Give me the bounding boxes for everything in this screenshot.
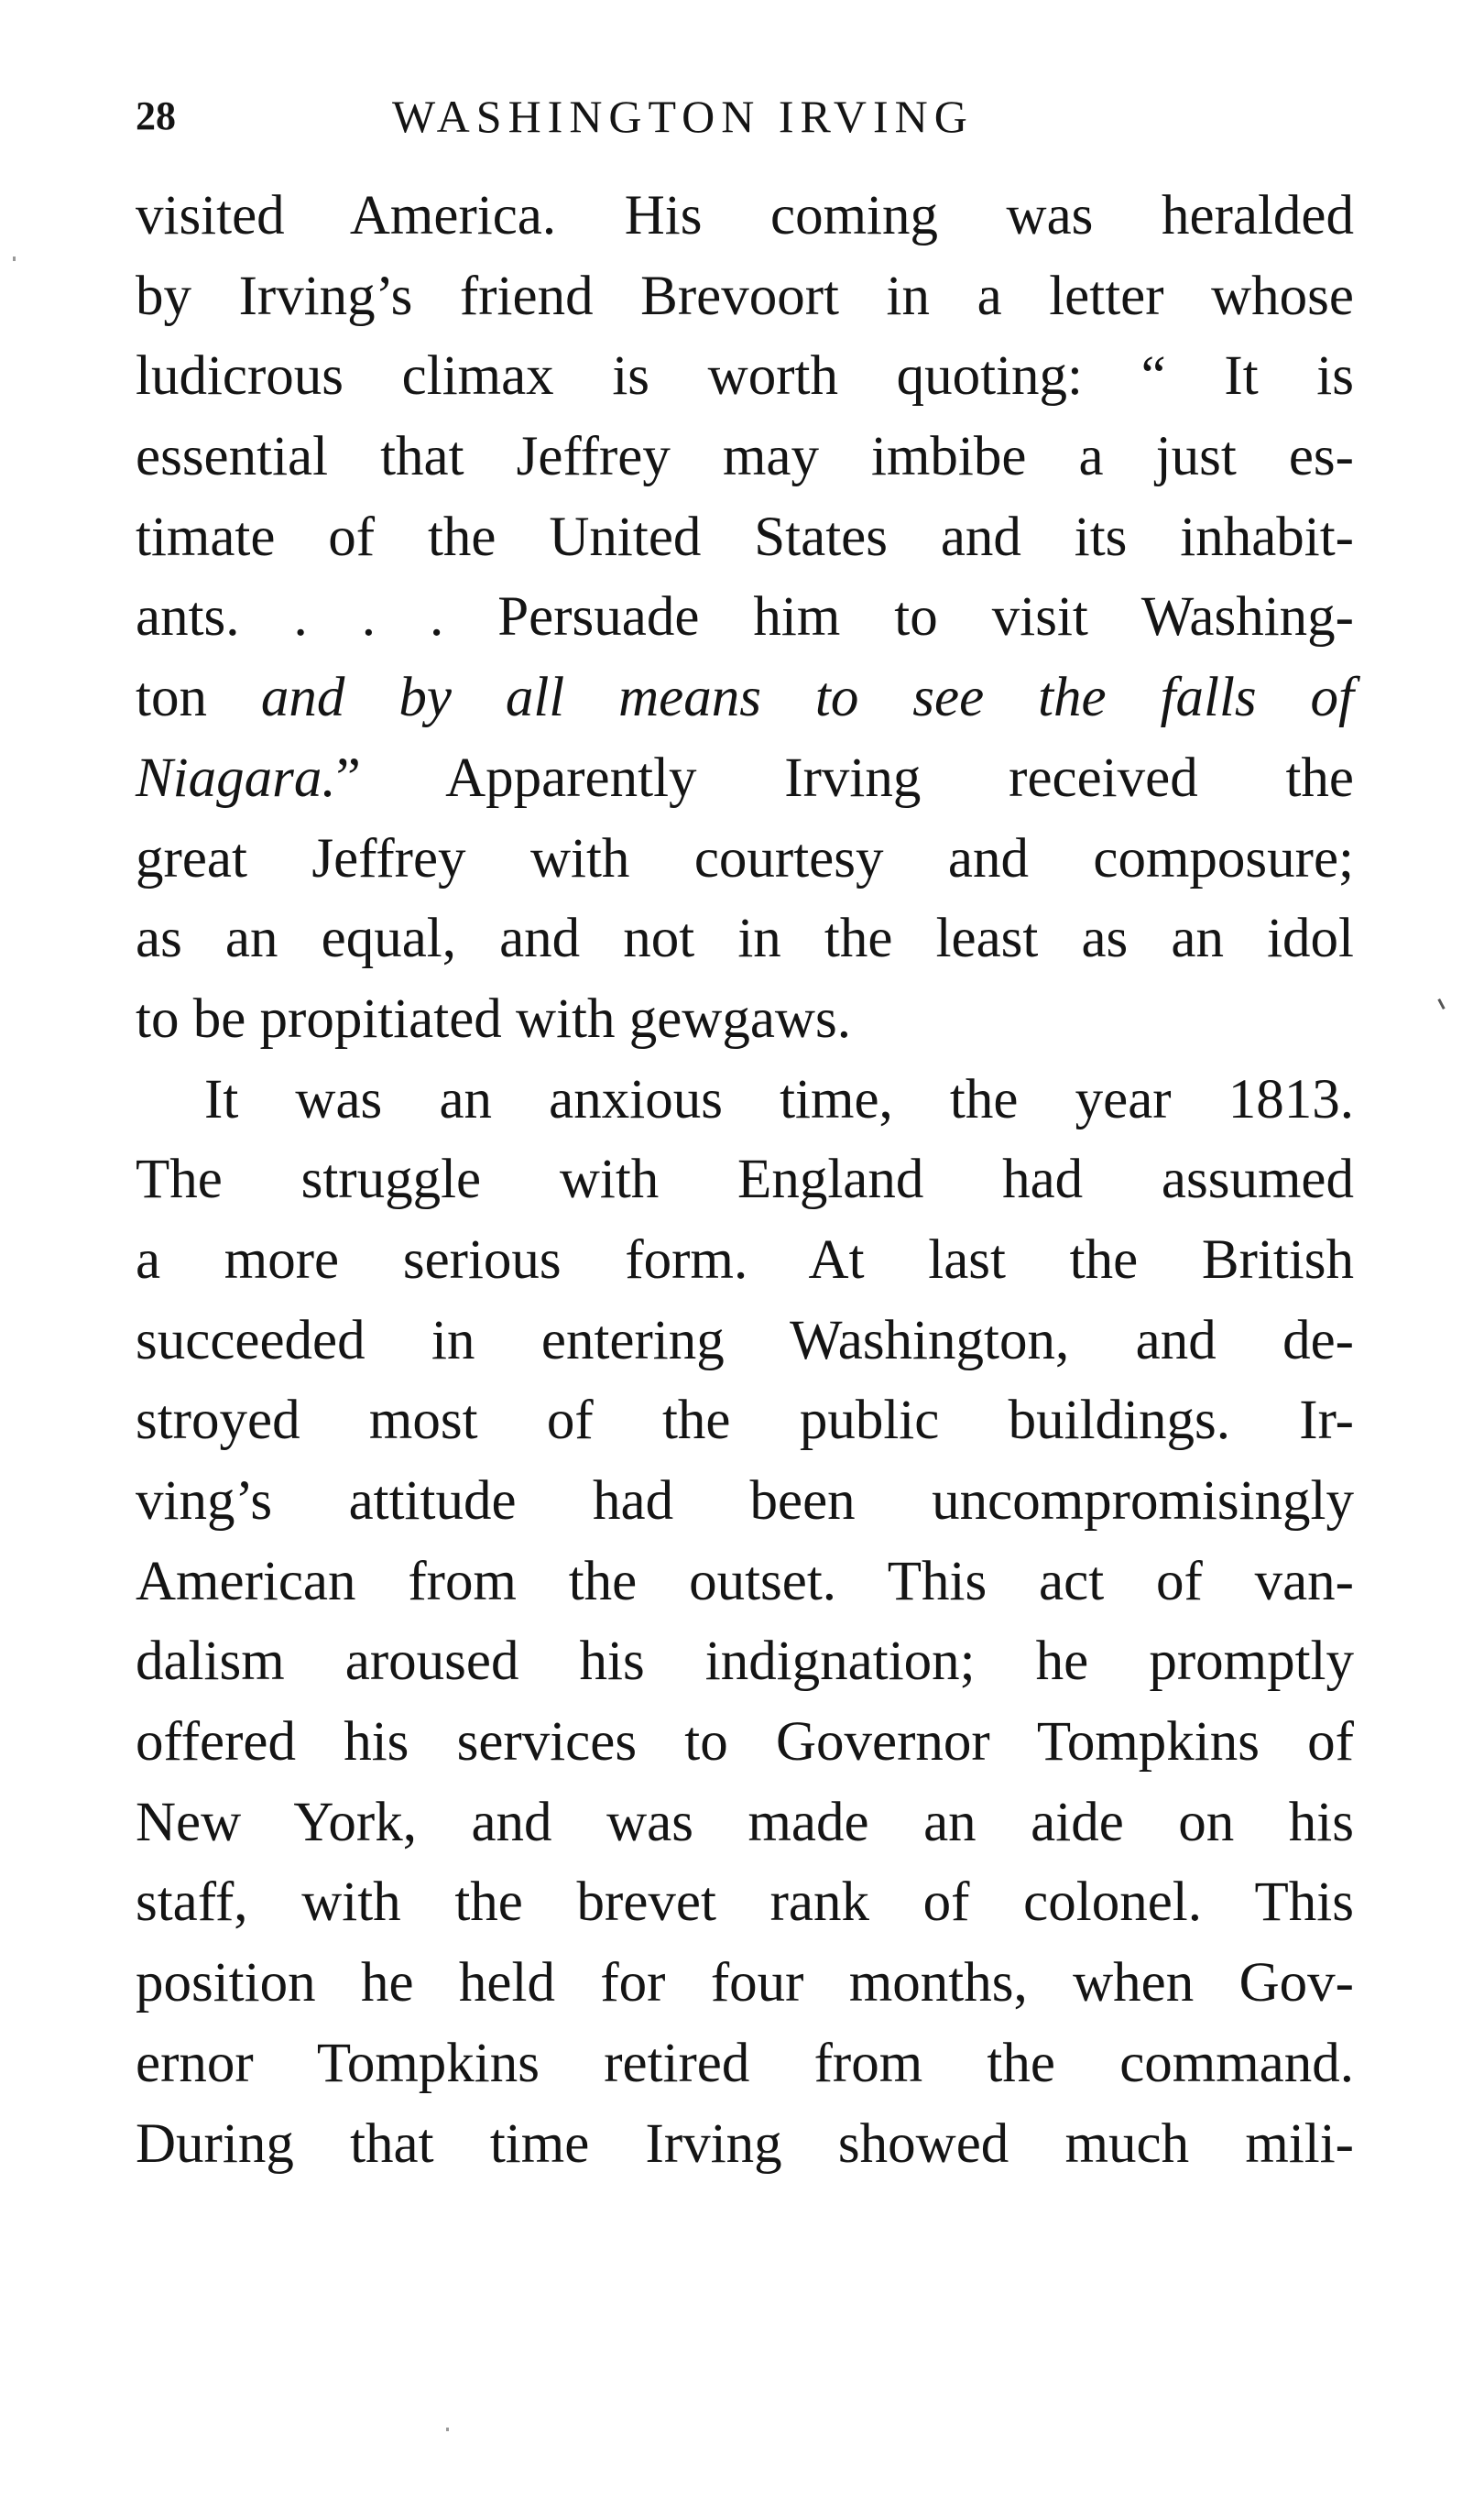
italic-quote: and by all means to see the falls of	[260, 667, 1355, 729]
text-line: American from the outset. This act of van-	[136, 1550, 1354, 1612]
text-line: ants. . . . Persuade him to visit Washing-	[136, 586, 1354, 649]
text-line: New York, and was made an aide on his	[136, 1791, 1354, 1853]
text-line: stroyed most of the public buildings. Ir-	[136, 1390, 1354, 1452]
text-line: visited America. His coming was heralded	[136, 185, 1354, 246]
italic-quote: Niagara.	[136, 747, 336, 809]
text-line: essential that Jeffrey may imbibe a just es-	[136, 426, 1354, 488]
text-line: great Jeffrey with courtesy and composure;	[136, 827, 1354, 889]
text-line: by Irving’s friend Brevoort in a letter whose	[136, 265, 1354, 327]
text-line: ernor Tompkins retired from the command.	[136, 2032, 1354, 2094]
text-line: timate of the United States and its inhabit-	[136, 506, 1354, 568]
text-line: to be propitiated with gewgaws.	[136, 988, 851, 1050]
text-line	[136, 658, 1354, 738]
text-line: During that time Irving showed much mili-	[136, 2112, 1354, 2175]
paper-speck	[1437, 999, 1445, 1009]
page-number: 28	[136, 93, 176, 138]
page-header	[136, 84, 1354, 148]
running-title: WASHINGTON IRVING	[392, 91, 974, 142]
line-segment: ton	[136, 667, 207, 729]
text-line: dalism aroused his indignation; he promptly	[136, 1631, 1354, 1693]
line-segment: ” Apparently Irving received the	[335, 747, 1354, 809]
paragraph-2	[136, 1060, 1354, 2185]
text-line: ving’s attitude had been uncompromisingly	[136, 1470, 1354, 1532]
text-line	[136, 738, 1354, 819]
text-line: The struggle with England had assumed	[136, 1149, 1354, 1211]
text-line: as an equal, and not in the least as an idol	[136, 908, 1354, 970]
text-line: staff, with the brevet rank of colonel. This	[136, 1872, 1354, 1934]
paper-speck	[13, 256, 16, 261]
paragraph-1	[136, 176, 1354, 1060]
body-text	[136, 176, 1354, 2184]
text-line: a more serious form. At last the British	[136, 1228, 1354, 1291]
text-line: offered his services to Governor Tompkins of	[136, 1711, 1354, 1773]
paper-speck	[446, 2428, 449, 2431]
text-line: It was an anxious time, the year 1813.	[204, 1068, 1354, 1130]
text-line: position he held for four months, when Gov-	[136, 1952, 1354, 2014]
text-line: succeeded in entering Washington, and de-	[136, 1309, 1354, 1371]
text-line: ludicrous climax is worth quoting: “ It is	[136, 345, 1354, 408]
